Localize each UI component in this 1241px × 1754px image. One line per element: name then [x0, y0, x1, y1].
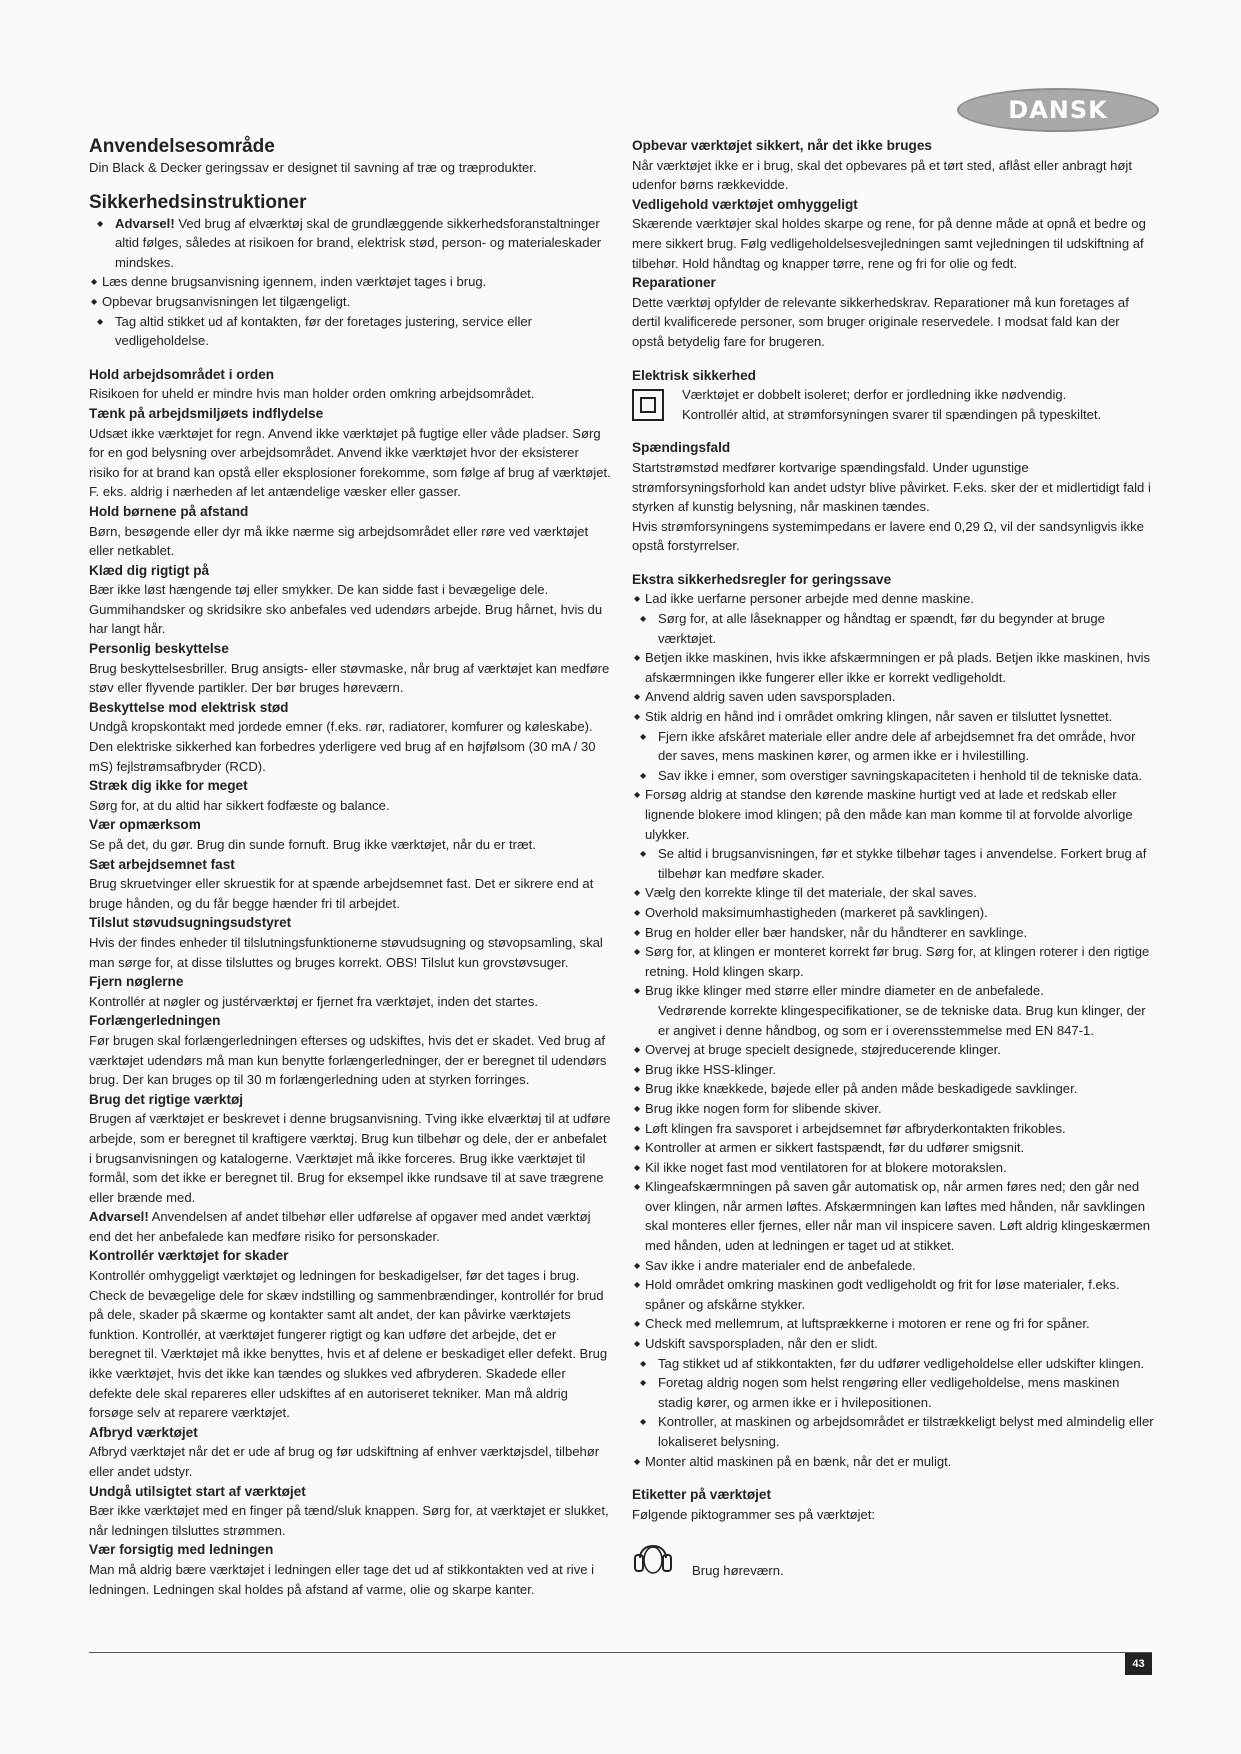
list-item: ◆ Løft klingen fra savsporet i arbejdsemnet før afbryderkontakten frikobles.: [632, 1119, 1154, 1139]
list-item: ◆ Sav ikke i andre materialer end de anbefalede.: [632, 1256, 1154, 1276]
heading-labels: Etiketter på værktøjet: [632, 1487, 772, 1503]
section-heading: Personlig beskyttelse: [89, 641, 229, 657]
list-item: ◆ Anvend aldrig saven uden savsporspladen.: [632, 687, 1154, 707]
extra-rules-list: [632, 785, 1154, 844]
list-item: ◆ Brug ikke HSS-klinger.: [632, 1060, 1154, 1080]
blade-note: Vedrørende korrekte klingespecifikationer, se de tekniske data. Brug kun klinger, der er angivet i denne håndbog, og som er i overensstemmelse med EN 847-1.: [658, 1002, 1146, 1038]
heading-voltage: Spændingsfald: [632, 440, 731, 456]
extra-rules-list: [632, 727, 1154, 786]
section-text: Afbryd værktøjet når det er ude af brug og før udskiftning af enhver værktøjsdel, tilbehør eller andet udstyr.: [89, 1444, 600, 1479]
right-column: [632, 136, 1154, 1580]
list-item: ◆ Sørg for, at alle låseknapper og håndtag er spændt, før du begynder at bruge værktøjet.: [632, 609, 1154, 648]
extra-rules-list: [632, 1040, 1154, 1354]
usage-text: Din Black & Decker geringssav er designet til savning af træ og træprodukter.: [89, 160, 537, 175]
list-item: ◆ Tag altid stikket ud af kontakten, før der foretages justering, service eller vedligeholdelse.: [89, 312, 611, 351]
warning-list: [89, 214, 611, 273]
section-text: Hvis der findes enheder til tilslutningsfunktionerne støvudsugning og støvopsamling, skal man sørge for, at disse tilsluttes og bruges korrekt. OBS! Tilslut kun grovstøvsuger.: [89, 934, 603, 970]
footer-divider: [89, 1652, 1152, 1653]
section-text: Bær ikke løst hængende tøj eller smykker. De kan sidde fast i bevægelige dele. Gummihandsker og skridsikre sko anbefales ved udendørs arbejde. Brug hårnet, hvis du har langt hår.: [89, 582, 603, 637]
double-insulation-icon: [632, 389, 664, 421]
section-heading: Vedligehold værktøjet omhyggeligt: [632, 196, 858, 212]
list-item: ◆ Overhold maksimumhastigheden (markeret på savklingen).: [632, 903, 1154, 923]
list-item: ◆ Brug en holder eller bær handsker, når du håndterer en savklinge.: [632, 923, 1154, 943]
section-text: Se på det, du gør. Brug din sunde fornuft. Brug ikke værktøjet, når du er træt.: [89, 837, 536, 852]
advarsel-text: Anvendelsen af andet tilbehør eller udførelse af opgaver med andet værktøj end det her anbefalede kan medføre risiko for personskader.: [89, 1209, 591, 1244]
section-text: Brugen af værktøjet er beskrevet i denne brugsanvisning. Tving ikke elværktøj til at udføre arbejde, som er beregnet til kraftigere værktøj. Brug kun tilbehør og dele, der er anbefalet i brugsanvisningen og katalogerne. Værktøjet må ikke forceres. Brug ikke værktøjet til formål, som det ikke er beregnet til. Brug for eksempel ikke rundsave til at save trægrene eller brænde med.: [89, 1111, 611, 1205]
advarsel-bold: Advarsel!: [89, 1209, 149, 1225]
section-heading: Vær opmærksom: [89, 817, 201, 833]
extra-rules-list: [632, 1452, 1154, 1472]
section-text: Når værktøjet ikke er i brug, skal det opbevares på et tørt sted, aflåst eller anbragt højt udenfor børns rækkevidde.: [632, 157, 1132, 193]
labels-text: Følgende piktogrammer ses på værktøjet:: [632, 1506, 876, 1522]
warning-bold: Advarsel!: [115, 215, 175, 231]
double-insulation-row: [632, 385, 1154, 424]
extra-rules-list: [632, 609, 1154, 648]
section-text: Børn, besøgende eller dyr må ikke nærme sig arbejdsområdet eller røre ved værktøjet eller netkablet.: [89, 523, 589, 559]
list-item: ◆ Brug ikke knækkede, bøjede eller på anden måde beskadigede savklinger.: [632, 1079, 1154, 1099]
list-item: ◆ Monter altid maskinen på en bænk, når det er muligt.: [632, 1452, 1154, 1472]
language-badge: DANSK: [957, 88, 1159, 132]
ear-protection-text: Brug høreværn.: [692, 1562, 784, 1578]
list-item: ◆ Betjen ikke maskinen, hvis ikke afskærmningen er på plads. Betjen ikke maskinen, hvis afskærmningen ikke fungerer eller ikke er korrekt vedligeholdt.: [632, 648, 1154, 687]
page-number: 43: [1125, 1653, 1152, 1675]
section-heading: Hold børnene på afstand: [89, 503, 249, 519]
ear-protection-icon: [632, 1534, 674, 1580]
section-heading: Hold arbejdsområdet i orden: [89, 366, 275, 382]
section-text: Undgå kropskontakt med jordede emner (f.eks. rør, radiatorer, komfurer og køleskabe). Den elektriske sikkerhed kan forbedres yderligere ved brug af en højfølsom (30 mA / 30 mS) fejlstrømsafbryder (RCD).: [89, 719, 596, 774]
heading-usage: Anvendelsesområde: [89, 136, 275, 157]
list-item: ◆ Kontroller, at maskinen og arbejdsområdet er tilstrækkeligt belyst med almindelig eller lokaliseret belysning.: [632, 1412, 1154, 1451]
section-heading: Klæd dig rigtigt på: [89, 562, 210, 578]
list-item: ◆ Brug ikke klinger med større eller mindre diameter en de anbefalede.: [632, 981, 1154, 1001]
section-text: Kontrollér omhyggeligt værktøjet og ledningen for beskadigelser, før det tages i brug. Check de bevægelige dele for skæv indstilling og sammenbrændinger, kontrollér for brud på dele, skader på skærme og kontakter samt alt andet, der kan påvirke værktøjets funktion. Kontrollér, at værktøjet fungerer rigtigt og kan udføre det arbejde, det er beregnet til. Værktøjet må ikke benyttes, hvis et af delene er beskadiget eller defekt. Brug ikke værktøjet, hvis det ikke kan tændes og slukkes ved afbryderen. Skadede eller defekte dele skal repareres eller udskiftes af en autoriseret tekniker. Man må aldrig forsøge selv at reparere værktøjet.: [89, 1268, 608, 1421]
elec-line-2: Kontrollér altid, at strømforsyningen svarer til spændingen på typeskiltet.: [682, 406, 1102, 422]
list-item: ◆ Lad ikke uerfarne personer arbejde med denne maskine.: [632, 589, 1154, 609]
section-heading: Vær forsigtig med ledningen: [89, 1542, 274, 1558]
section-text: Bær ikke værktøjet med en finger på tænd/sluk knappen. Sørg for, at værktøjet er slukket, når ledningen tilsluttes strømmen.: [89, 1503, 609, 1538]
extra-rules-list: [632, 844, 1154, 883]
voltage-text: Startstrømstød medfører kortvarige spændingsfald. Under ugunstige strømforsyningsforhold kan andet udstyr blive påvirket. F.eks. sker der et midlertidigt fald i styrken af kunstig belysning, når maskinen tændes.: [632, 459, 1151, 515]
section-text: Dette værktøj opfylder de relevante sikkerhedskrav. Reparationer må kun foretages af dertil kvalificerede personer, som bruger originale reservedele. I modsat fald kan der opstå betydelig fare for brugeren.: [632, 294, 1129, 349]
section-text: Risikoen for uheld er mindre hvis man holder orden omkring arbejdsområdet.: [89, 386, 535, 402]
warning-item: [89, 214, 611, 273]
section-text: Man må aldrig bære værktøjet i ledningen eller tage det ud af stikkontakten ved at rive i ledningen. Ledningen skal holdes på afstand af varme, olie og skarpe kanter.: [89, 1561, 595, 1597]
list-item: ◆ Overvej at bruge specielt designede, støjreducerende klinger.: [632, 1040, 1154, 1060]
section-heading: Tænk på arbejdsmiljøets indflydelse: [89, 405, 324, 421]
list-item: ◆ Opbevar brugsanvisningen let tilgængeligt.: [89, 292, 611, 312]
warning-text: Ved brug af elværktøj skal de grundlæggende sikkerhedsforanstaltninger altid følges, således at risikoen for brand, elektrisk stød, person- og materialeskader mindskes.: [115, 215, 602, 270]
section-heading: Forlængerledningen: [89, 1013, 221, 1029]
section-text: Kontrollér at nøgler og justérværktøj er fjernet fra værktøjet, inden det startes.: [89, 993, 538, 1009]
list-item: ◆ Vælg den korrekte klinge til det materiale, der skal saves.: [632, 883, 1154, 903]
list-item: ◆ Udskift savsporspladen, når den er slidt.: [632, 1334, 1154, 1354]
heading-electrical: Elektrisk sikkerhed: [632, 367, 756, 383]
ear-protection-row: [632, 1534, 1154, 1580]
list-item: ◆ Kontroller at armen er sikkert fastspændt, før du udfører smigsnit.: [632, 1138, 1154, 1158]
extra-rules-list: [632, 1354, 1154, 1452]
elec-line-1: Værktøjet er dobbelt isoleret; derfor er jordledning ikke nødvendig.: [682, 387, 1067, 403]
section-heading: Fjern nøglerne: [89, 974, 184, 990]
extra-rules-list: [632, 883, 1154, 1001]
list-item: ◆ Se altid i brugsanvisningen, før et stykke tilbehør tages i anvendelse. Forkert brug af tilbehør kan medføre skader.: [632, 844, 1154, 883]
heading-extra-rules: Ekstra sikkerhedsregler for geringssave: [632, 571, 892, 587]
section-text: Brug skruetvinger eller skruestik for at spænde arbejdsemnet fast. Det er sikrere end at bruge hånden, og du får begge hænder fri til arbejdet.: [89, 876, 594, 911]
list-item: ◆ Læs denne brugsanvisning igennem, inden værktøjet tages i brug.: [89, 272, 611, 292]
section-text: Brug beskyttelsesbriller. Brug ansigts- eller støvmaske, når brug af værktøjet kan medføre støv eller flyvende partikler. Der bør bruges høreværn.: [89, 660, 610, 696]
section-heading: Undgå utilsigtet start af værktøjet: [89, 1483, 306, 1499]
list-item: ◆ Fjern ikke afskåret materiale eller andre dele af arbejdsemnet fra det område, hvor der saves, mens maskinen kører, og armen ikke er i hvilestilling.: [632, 727, 1154, 766]
extra-rules-list: [632, 648, 1154, 726]
section-text: Skærende værktøjer skal holdes skarpe og rene, for på denne måde at opnå et bedre og mere sikkert brug. Følg vedligeholdelsesvejledningen samt vejledningen til udskiftning af tilbehør. Hold håndtag og knapper tørre, rene og fri for olie og fedt.: [632, 216, 1146, 271]
list-item: ◆ Klingeafskærmningen på saven går automatisk op, når armen føres ned; den går ned over klingen, når armen løftes. Afskærmningen kan løftes med hånden, når savklingen skal monteres eller fjernes, eller når man vil inspicere saven. Løft aldrig klingeskærmen med hånden, uden at ledningen er taget ud at stikket.: [632, 1177, 1154, 1255]
section-heading: Kontrollér værktøjet for skader: [89, 1248, 289, 1264]
voltage-text-2: Hvis strømforsyningens systemimpedans er lavere end 0,29 Ω, vil der sandsynligvis ikke opstå forstyrrelser.: [632, 518, 1144, 554]
section-heading: Stræk dig ikke for meget: [89, 778, 248, 794]
list-item: ◆ Stik aldrig en hånd ind i området omkring klingen, når saven er tilsluttet lysnettet.: [632, 707, 1154, 727]
list-item: ◆ Kil ikke noget fast mod ventilatoren for at blokere motorakslen.: [632, 1158, 1154, 1178]
section-heading: Opbevar værktøjet sikkert, når det ikke bruges: [632, 138, 932, 153]
heading-safety: Sikkerhedsinstruktioner: [89, 191, 307, 213]
list-item: ◆ Forsøg aldrig at standse den kørende maskine hurtigt ved at lade et redskab eller lignende blokere imod klingen; på den måde kan man komme til at forvolde alvorlige ulykker.: [632, 785, 1154, 844]
safety-bullets-2: [89, 312, 611, 351]
section-text: Udsæt ikke værktøjet for regn. Anvend ikke værktøjet på fugtige eller våde pladser. Sørg for en god belysning over arbejdsområdet. Anvend ikke værktøjet hvor der eksisterer risiko for at brand kan opstå eller eksplosioner forekomme, som følge af brug af værktøjet. F. eks. aldrig i nærheden af let antændelige væsker eller gasser.: [89, 425, 611, 500]
section-text: Før brugen skal forlængerledningen efterses og udskiftes, hvis det er skadet. Ved brug af værktøjet udendørs må man kun benytte forlængerledninger, der er beregnet til udendørs brug. Der kan bruges op til 30 m forlængerledning uden at styrken forringes.: [89, 1032, 607, 1088]
section-heading: Reparationer: [632, 275, 716, 291]
list-item: ◆ Brug ikke nogen form for slibende skiver.: [632, 1099, 1154, 1119]
section-heading: Brug det rigtige værktøj: [89, 1091, 244, 1107]
list-item: ◆ Sørg for, at klingen er monteret korrekt før brug. Sørg for, at klingen roterer i den rigtige retning. Hold klingen skarp.: [632, 942, 1154, 981]
section-heading: Tilslut støvudsugningsudstyret: [89, 915, 292, 931]
advarsel-paragraph: [89, 1207, 611, 1246]
section-heading: Sæt arbejdsemnet fast: [89, 856, 235, 872]
safety-bullets: [89, 272, 611, 311]
extra-rules-list: [632, 589, 1154, 609]
list-item: ◆ Tag stikket ud af stikkontakten, før du udfører vedligeholdelse eller udskifter klingen.: [632, 1354, 1154, 1374]
section-text: Sørg for, at du altid har sikkert fodfæste og balance.: [89, 797, 390, 813]
list-item: ◆ Check med mellemrum, at luftsprækkerne i motoren er rene og fri for spåner.: [632, 1314, 1154, 1334]
section-heading: Afbryd værktøjet: [89, 1424, 198, 1440]
list-item: ◆ Sav ikke i emner, som overstiger savningskapaciteten i henhold til de tekniske data.: [632, 766, 1154, 786]
left-column: [89, 136, 611, 1599]
section-heading: Beskyttelse mod elektrisk stød: [89, 699, 289, 715]
list-item: ◆ Foretag aldrig nogen som helst rengøring eller vedligeholdelse, mens maskinen stadig kører, og armen ikke er i hvilepositionen.: [632, 1373, 1154, 1412]
list-item: ◆ Hold området omkring maskinen godt vedligeholdt og frit for løse materialer, f.eks. spåner og afskårne stykker.: [632, 1275, 1154, 1314]
